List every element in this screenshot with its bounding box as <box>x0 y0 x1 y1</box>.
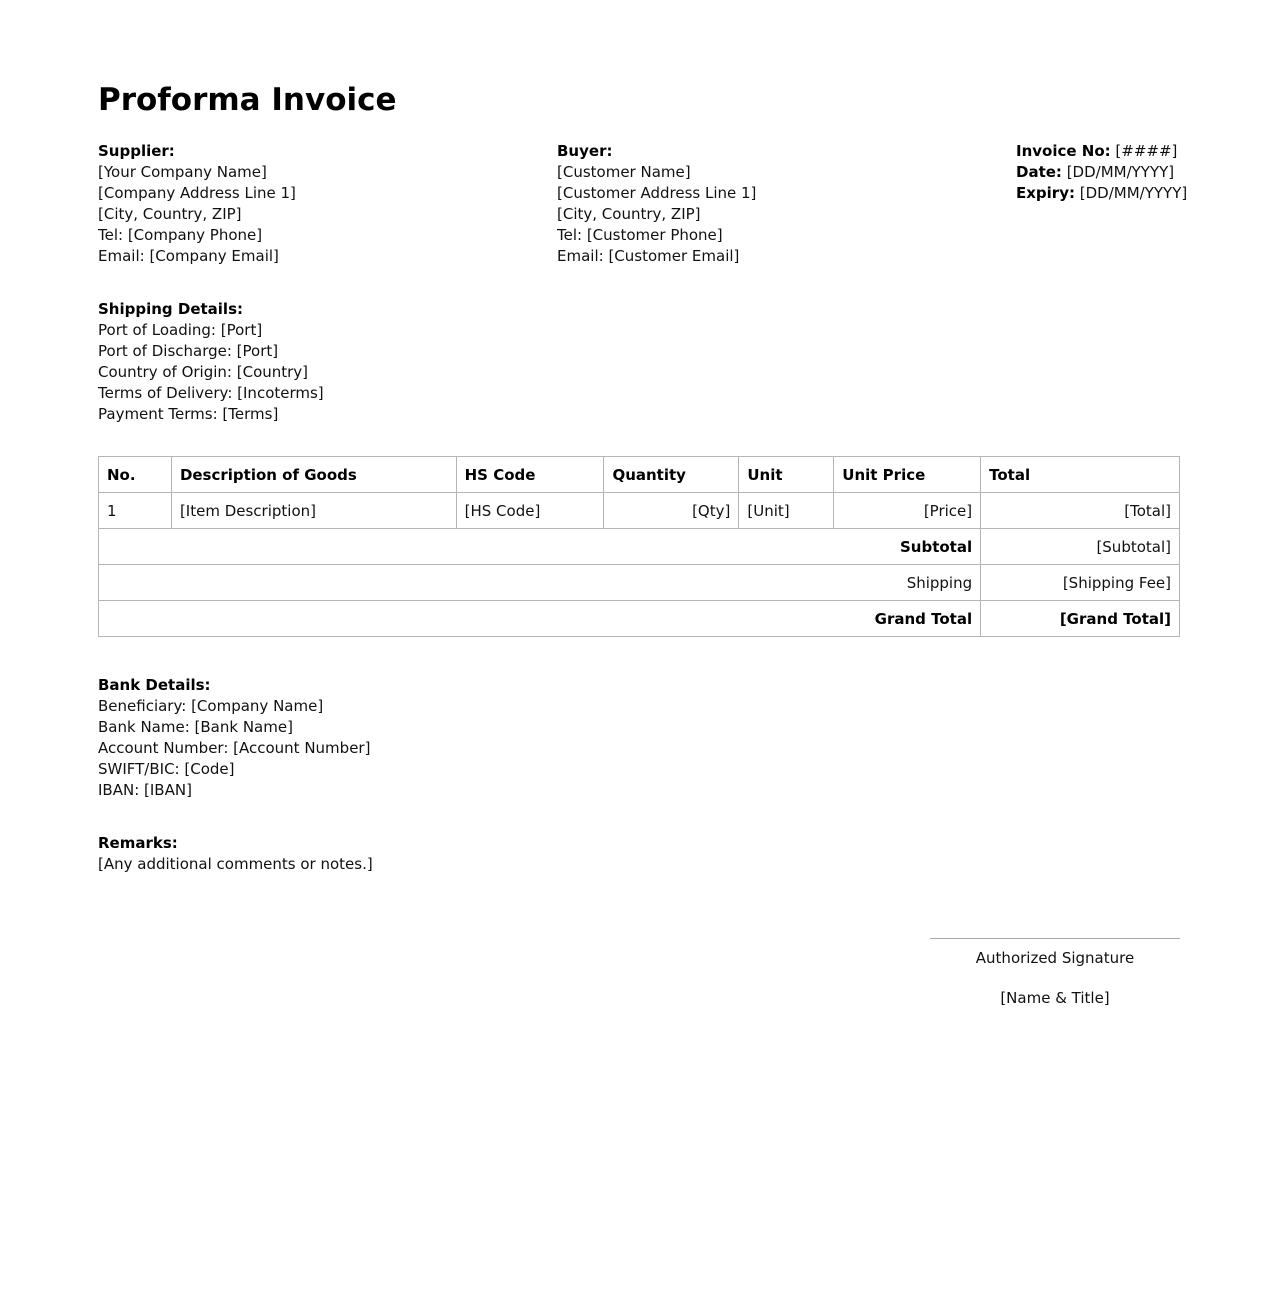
cell-no: 1 <box>99 493 172 529</box>
remarks-section <box>98 833 373 875</box>
subtotal-row <box>99 529 1180 565</box>
column-header-unit: Unit <box>739 457 834 493</box>
signature-name: [Name & Title] <box>1000 989 1110 1007</box>
bank-section <box>98 675 370 801</box>
buyer-heading: Buyer: <box>557 142 613 160</box>
bank-beneficiary: Beneficiary: [Company Name] <box>98 697 324 715</box>
supplier-section <box>98 141 296 267</box>
bank-heading: Bank Details: <box>98 676 211 694</box>
buyer-address: [Customer Address Line 1] <box>557 184 757 202</box>
grand-total-row <box>99 601 1180 637</box>
subtotal-label: Subtotal <box>99 529 981 565</box>
buyer-phone: Tel: [Customer Phone] <box>557 226 723 244</box>
buyer-city: [City, Country, ZIP] <box>557 205 701 223</box>
supplier-company-name: [Your Company Name] <box>98 163 267 181</box>
bank-name: Bank Name: [Bank Name] <box>98 718 293 736</box>
grand-total-label: Grand Total <box>99 601 981 637</box>
signature-label: Authorized Signature <box>975 949 1135 967</box>
shipping-value: [Shipping Fee] <box>981 565 1180 601</box>
column-header-unit-price: Unit Price <box>834 457 981 493</box>
invoice-number-value: [####] <box>1115 142 1178 160</box>
shipping-payment-terms: Payment Terms: [Terms] <box>98 405 279 423</box>
bank-iban: IBAN: [IBAN] <box>98 781 192 799</box>
invoice-date <box>1016 162 1187 183</box>
supplier-heading: Supplier: <box>98 142 175 160</box>
shipping-heading: Shipping Details: <box>98 300 244 318</box>
shipping-terms-delivery: Terms of Delivery: [Incoterms] <box>98 384 324 402</box>
column-header-no: No. <box>99 457 172 493</box>
bank-swift: SWIFT/BIC: [Code] <box>98 760 235 778</box>
supplier-city: [City, Country, ZIP] <box>98 205 242 223</box>
supplier-phone: Tel: [Company Phone] <box>98 226 263 244</box>
table-header-row <box>99 457 1180 493</box>
invoice-date-label: Date: <box>1016 163 1062 181</box>
invoice-expiry-label: Expiry: <box>1016 184 1075 202</box>
bank-account-number: Account Number: [Account Number] <box>98 739 371 757</box>
column-header-hs-code: HS Code <box>456 457 604 493</box>
shipping-port-discharge: Port of Discharge: [Port] <box>98 342 279 360</box>
shipping-row <box>99 565 1180 601</box>
cell-description: [Item Description] <box>171 493 456 529</box>
subtotal-value: [Subtotal] <box>981 529 1180 565</box>
page-title: Proforma Invoice <box>98 82 397 118</box>
cell-hs-code: [HS Code] <box>456 493 604 529</box>
shipping-country-origin: Country of Origin: [Country] <box>98 363 309 381</box>
remarks-heading: Remarks: <box>98 834 178 852</box>
buyer-customer-name: [Customer Name] <box>557 163 691 181</box>
shipping-section <box>98 299 324 425</box>
invoice-expiry <box>1016 183 1187 204</box>
goods-table <box>98 456 1180 637</box>
supplier-email: Email: [Company Email] <box>98 247 279 265</box>
column-header-quantity: Quantity <box>604 457 739 493</box>
invoice-number-label: Invoice No: <box>1016 142 1111 160</box>
cell-quantity: [Qty] <box>604 493 739 529</box>
invoice-meta <box>1016 141 1187 204</box>
grand-total-value: [Grand Total] <box>981 601 1180 637</box>
buyer-section <box>557 141 756 267</box>
table-row <box>99 493 1180 529</box>
buyer-email: Email: [Customer Email] <box>557 247 740 265</box>
supplier-address: [Company Address Line 1] <box>98 184 296 202</box>
shipping-label: Shipping <box>99 565 981 601</box>
invoice-expiry-value: [DD/MM/YYYY] <box>1079 184 1188 202</box>
column-header-description: Description of Goods <box>171 457 456 493</box>
invoice-date-value: [DD/MM/YYYY] <box>1066 163 1175 181</box>
shipping-port-loading: Port of Loading: [Port] <box>98 321 263 339</box>
cell-total: [Total] <box>981 493 1180 529</box>
signature-block <box>930 938 1180 1008</box>
cell-unit-price: [Price] <box>834 493 981 529</box>
column-header-total: Total <box>981 457 1180 493</box>
remarks-text: [Any additional comments or notes.] <box>98 855 373 873</box>
invoice-number <box>1016 141 1187 162</box>
cell-unit: [Unit] <box>739 493 834 529</box>
